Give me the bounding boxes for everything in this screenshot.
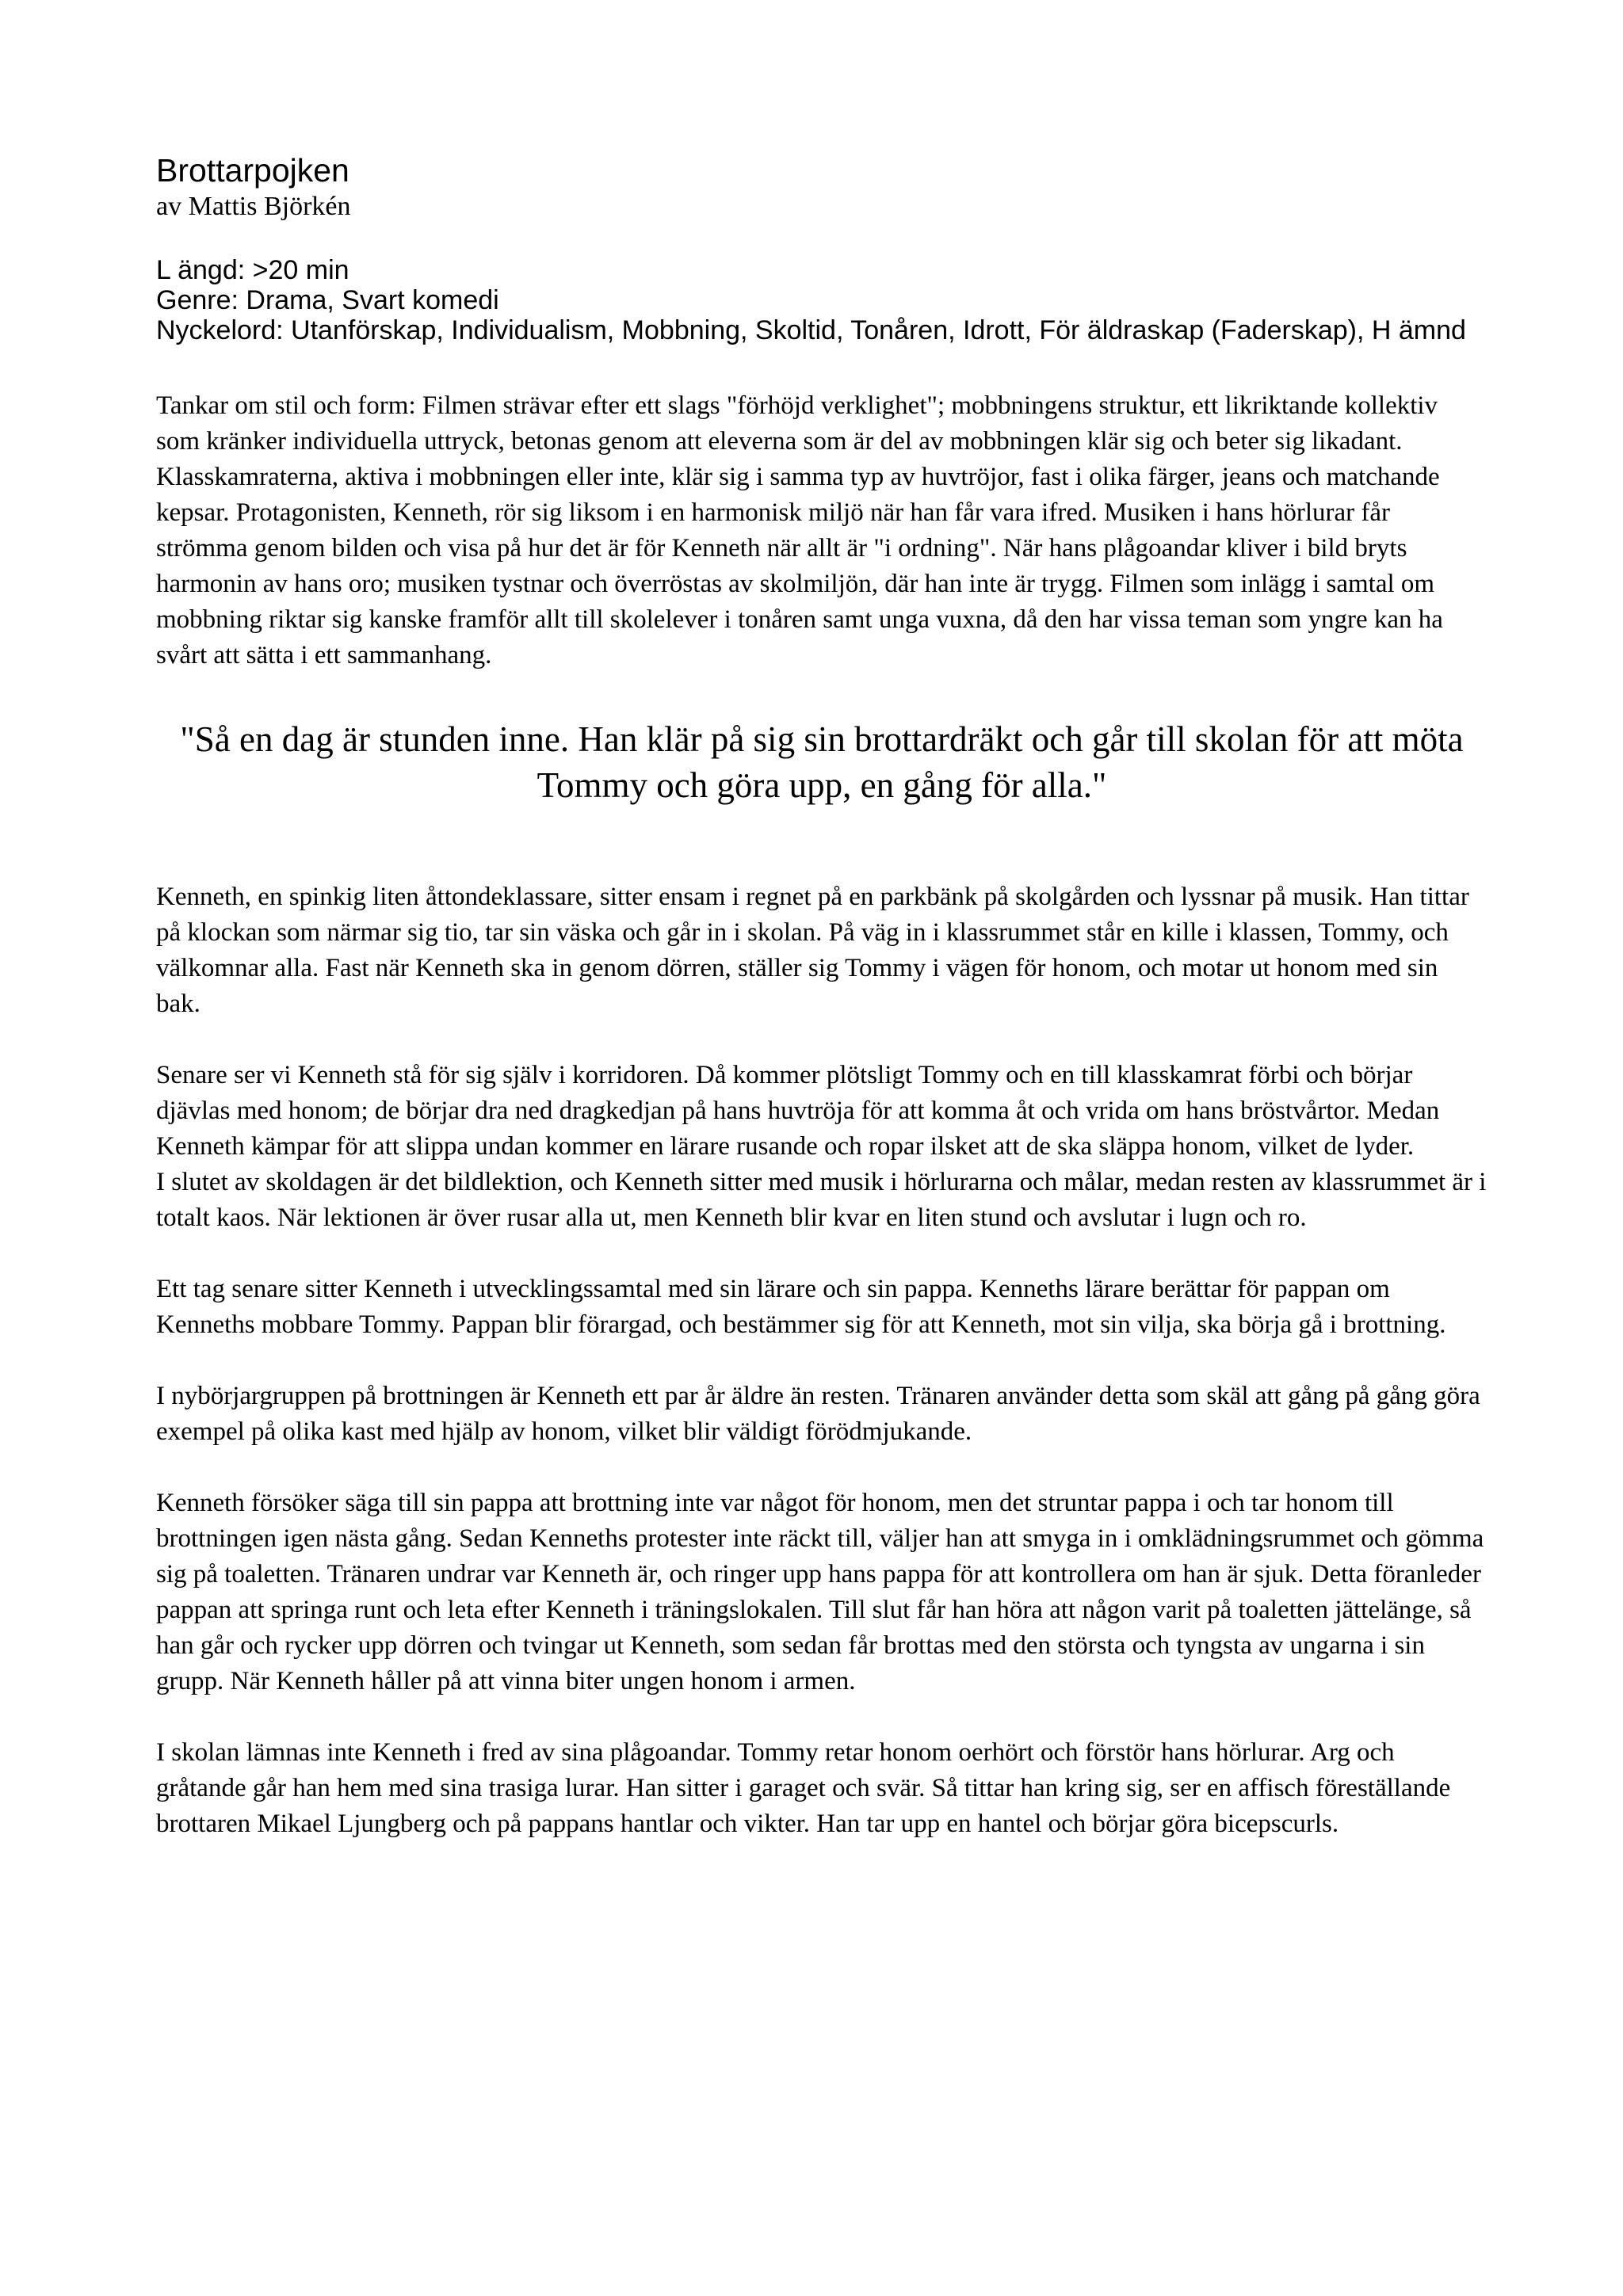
genre-line: Genre: Drama, Svart komedi (156, 285, 499, 315)
synopsis-paragraph: Senare ser vi Kenneth stå för sig själv i korridoren. Då kommer plötsligt Tommy och en till klasskamrat förbi och börjar djävlas med honom; de börjar dra ned dragkedjan på hans huvtröja för att komma åt och vrida om hans bröstvårtor. Medan Kenneth kämpar för att slippa undan kommer en lärare rusande och ropar ilsket att de ska släppa honom, vilket de lyder. (156, 1061, 1440, 1161)
style-note-paragraph: Tankar om stil och form: Filmen strävar efter ett slags "förhöjd verklighet"; mobbningens struktur, ett likriktande kollektiv som kränker individuella uttryck, betonas genom att eleverna som är del av mobbningen klär sig och beter sig likadant. Klasskamraterna, aktiva i mobbningen eller inte, klär sig i samma typ av huvtröjor, fast i olika färger, jeans och matchande kepsar. Protagonisten, Kenneth, rör sig liksom i en harmonisk miljö när han får vara ifred. Musiken i hans hörlurar får strömma genom bilden och visa på hur det är för Kenneth när allt är "i ordning". När hans plågoandar kliver i bild bryts harmonin av hans oro; musiken tystnar och överröstas av skolmiljön, där han inte är trygg. Filmen som inlägg i samtal om mobbning riktar sig kanske framför allt till skolelever i tonåren samt unga vuxna, då den har vissa teman som yngre kan ha svårt att sätta i ett sammanhang. (156, 391, 1443, 669)
synopsis-paragraph: I skolan lämnas inte Kenneth i fred av sina plågoandar. Tommy retar honom oerhört och förstör hans hörlurar. Arg och gråtande går han hem med sina trasiga lurar. Han sitter i garaget och svär. Så tittar han kring sig, ser en affisch föreställande brottaren Mikael Ljungberg och på pappans hantlar och vikter. Han tar upp en hantel och börjar göra bicepscurls. (156, 1738, 1451, 1838)
document-author: av Mattis Björkén (156, 192, 351, 221)
synopsis-paragraph: I nybörjargruppen på brottningen är Kenneth ett par år äldre än resten. Tränaren använder detta som skäl att gång på gång göra exempel på olika kast med hjälp av honom, vilket blir väldigt förödmjukande. (156, 1382, 1480, 1446)
pull-quote: "Så en dag är stunden inne. Han klär på sig sin brottardräkt och går till skolan för att möta Tommy och göra upp, en gång för alla." (180, 719, 1464, 805)
document-body (156, 151, 1487, 1842)
length-line: L ängd: >20 min (156, 255, 349, 285)
synopsis-paragraph: I slutet av skoldagen är det bildlektion, och Kenneth sitter med musik i hörlurarna och målar, medan resten av klassrummet är i totalt kaos. När lektionen är över rusar alla ut, men Kenneth blir kvar en liten stund och avslutar i lugn och ro. (156, 1168, 1487, 1232)
document-title: Brottarpojken (156, 152, 349, 189)
synopsis-paragraph: Ett tag senare sitter Kenneth i utvecklingssamtal med sin lärare och sin pappa. Kenneths lärare berättar för pappan om Kenneths mobbare Tommy. Pappan blir förargad, och bestämmer sig för att Kenneth, mot sin vilja, ska börja gå i brottning. (156, 1275, 1446, 1339)
synopsis-paragraph: Kenneth försöker säga till sin pappa att brottning inte var något för honom, men det struntar pappa i och tar honom till brottningen igen nästa gång. Sedan Kenneths protester inte räckt till, väljer han att smyga in i omklädningsrummet och gömma sig på toaletten. Tränaren undrar var Kenneth är, och ringer upp hans pappa för att kontrollera om han är sjuk. Detta föranleder pappan att springa runt och leta efter Kenneth i träningslokalen. Till slut får han höra att någon varit på toaletten jättelänge, så han går och rycker upp dörren och tvingar ut Kenneth, som sedan får brottas med den största och tyngsta av ungarna i sin grupp. När Kenneth håller på att vinna biter ungen honom i armen. (156, 1489, 1484, 1695)
keywords-line: Nyckelord: Utanförskap, Individualism, Mobbning, Skoltid, Tonåren, Idrott, För äldraskap (Faderskap), H ämnd (156, 315, 1466, 345)
metadata-block (156, 255, 1487, 345)
synopsis-paragraph: Kenneth, en spinkig liten åttondeklassare, sitter ensam i regnet på en parkbänk på skolgården och lyssnar på musik. Han tittar på klockan som närmar sig tio, tar sin väska och går in i skolan. På väg in i klassrummet står en kille i klassen, Tommy, och välkomnar alla. Fast när Kenneth ska in genom dörren, ställer sig Tommy i vägen för honom, och motar ut honom med sin bak. (156, 883, 1469, 1018)
